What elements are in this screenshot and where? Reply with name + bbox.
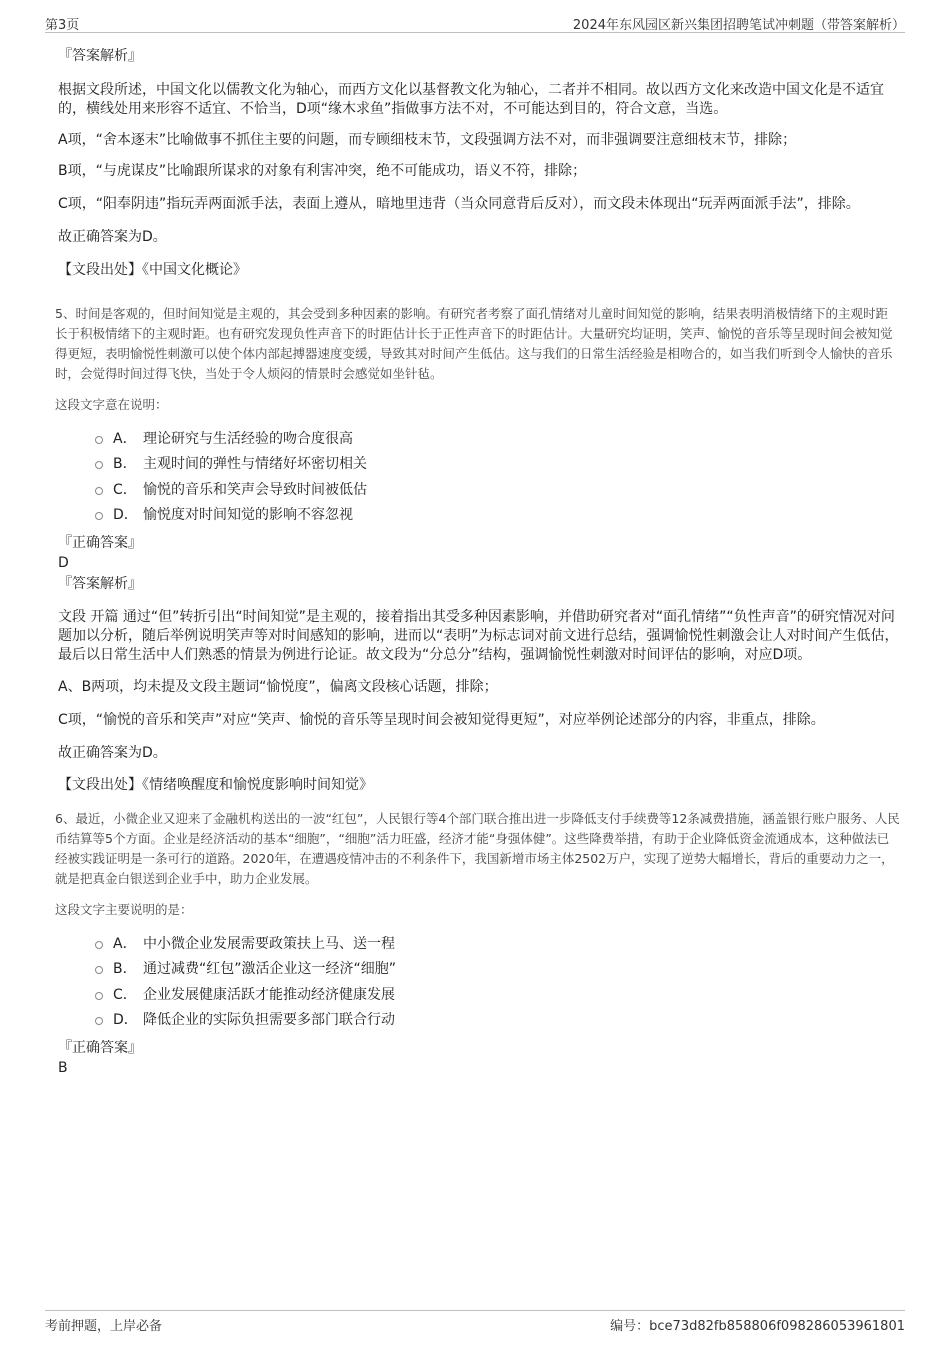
radio-icon[interactable] xyxy=(95,966,103,974)
q4-analysis-p2: A项，“舍本逐末”比喻做事不抓住主要的问题，而专顾细枝末节，文段强调方法不对，而非强调要注意细枝末节，排除； xyxy=(58,132,797,148)
radio-icon[interactable] xyxy=(95,1017,103,1025)
q5-analysis-p3: C项，“愉悦的音乐和笑声”对应“笑声、愉悦的音乐等呈现时间会被知觉得更短”，对应举例论述部分的内容，非重点，排除。 xyxy=(58,712,825,728)
q6-answer: B xyxy=(58,1060,68,1076)
radio-icon[interactable] xyxy=(95,512,103,520)
document-code: 编号：bce73d82fb858806f098286053961801 xyxy=(610,1319,905,1334)
q4-analysis-p4: C项，“阳奉阴违”指玩弄两面派手法，表面上遵从，暗地里违背（当众同意背后反对），而文段未体现出“玩弄两面派手法”，排除。 xyxy=(58,196,860,212)
q5-analysis-conclusion: 故正确答案为D。 xyxy=(58,745,167,761)
q5-question: 5、时间是客观的，但时间知觉是主观的，其会受到多种因素的影响。有研究者考察了面孔情绪对儿童时间知觉的影响，结果表明消极情绪下的主观时距长于积极情绪下的主观时距。也有研究发现负性声音下的时距估计长于正性声音下的时距估计。大量研究均证明，笑声、愉悦的音乐等呈现时间会被知觉得更短，表明愉悦性刺激可以使个体内部起搏器速度变缓，导致其对时间产生低估。这与我们的日常生活经验是相吻合的，如当我们听到令人愉快的音乐时，会觉得时间过得飞快，当处于令人烦闷的情景时会感觉如坐针毡。 xyxy=(55,306,893,381)
document-body xyxy=(55,44,900,1078)
q6-answer-label: 『正确答案』 xyxy=(58,1040,142,1056)
radio-icon[interactable] xyxy=(95,436,103,444)
q6-option-c[interactable]: C． 企业发展健康活跃才能推动经济健康发展 xyxy=(95,981,900,1007)
page-footer xyxy=(45,1310,905,1333)
q6-option-a[interactable]: A． 中小微企业发展需要政策扶上马、送一程 xyxy=(95,930,900,956)
radio-icon[interactable] xyxy=(95,461,103,469)
q4-analysis-label: 『答案解析』 xyxy=(58,48,142,64)
q6-prompt: 这段文字主要说明的是： xyxy=(55,902,193,917)
q5-option-c[interactable]: C． 愉悦的音乐和笑声会导致时间被低估 xyxy=(95,476,900,502)
q6-options xyxy=(55,930,900,1032)
q6-question: 6、最近，小微企业又迎来了金融机构送出的一波“红包”，人民银行等4个部门联合推出进一步降低支付手续费等12条减费措施，涵盖银行账户服务、人民币结算等5个方面。企业是经济活动的基本“细胞”，“细胞”活力旺盛，经济才能“身强体健”。这些降费举措，有助于企业降低资金流通成本，这种做法已经被实践证明是一条可行的道路。2020年，在遭遇疫情冲击的不利条件下，我国新增市场主体2502万户，实现了逆势大幅增长，背后的重要动力之一，就是把真金白银送到企业手中，助力企业发展。 xyxy=(55,811,900,886)
q4-analysis-conclusion: 故正确答案为D。 xyxy=(58,229,167,245)
page-header xyxy=(45,12,905,33)
footer-slogan: 考前押题，上岸必备 xyxy=(45,1319,163,1334)
q5-option-d[interactable]: D． 愉悦度对时间知觉的影响不容忽视 xyxy=(95,502,900,528)
q5-option-b[interactable]: B． 主观时间的弹性与情绪好坏密切相关 xyxy=(95,451,900,477)
q5-prompt: 这段文字意在说明： xyxy=(55,397,168,412)
radio-icon[interactable] xyxy=(95,487,103,495)
q4-analysis-p3: B项，“与虎谋皮”比喻跟所谋求的对象有利害冲突，绝不可能成功，语义不符，排除； xyxy=(58,163,587,179)
q4-analysis-p1: 根据文段所述，中国文化以儒教文化为轴心，而西方文化以基督教文化为轴心，二者并不相同。故以西方文化来改造中国文化是不适宜的，横线处用来形容不适宜、不恰当，D项“缘木求鱼”指做事方法不对，不可能达到目的，符合文意，当选。 xyxy=(58,82,884,117)
q5-source: 【文段出处】《情绪唤醒度和愉悦度影响时间知觉》 xyxy=(58,777,373,793)
q5-analysis-p2: A、B两项，均未提及文段主题词“愉悦度”，偏离文段核心话题，排除； xyxy=(58,679,498,695)
q5-analysis-label: 『答案解析』 xyxy=(58,576,142,592)
radio-icon[interactable] xyxy=(95,992,103,1000)
q5-answer: D xyxy=(58,555,69,571)
q5-option-a[interactable]: A． 理论研究与生活经验的吻合度很高 xyxy=(95,425,900,451)
q6-option-b[interactable]: B． 通过减费“红包”激活企业这一经济“细胞” xyxy=(95,956,900,982)
document-title: 2024年东风园区新兴集团招聘笔试冲刺题（带答案解析） xyxy=(572,18,905,33)
q6-option-d[interactable]: D． 降低企业的实际负担需要多部门联合行动 xyxy=(95,1007,900,1033)
page-number: 第3页 xyxy=(45,18,80,33)
radio-icon[interactable] xyxy=(95,941,103,949)
q5-analysis-p1: 文段 开篇 通过“但”转折引出“时间知觉”是主观的，接着指出其受多种因素影响，并借助研究者对“面孔情绪”“负性声音”的研究情况对问题加以分析，随后举例说明笑声等对时间感知的影响，进而以“表明”为标志词对前文进行总结，强调愉悦性刺激会让人对时间产生低估，最后以日常生活中人们熟悉的情景为例进行论证。故文段为“分总分”结构，强调愉悦性刺激对时间评估的影响，对应D项。 xyxy=(58,609,899,663)
q5-options xyxy=(55,425,900,527)
q5-answer-label: 『正确答案』 xyxy=(58,535,142,551)
q4-source: 【文段出处】《中国文化概论》 xyxy=(58,262,247,278)
